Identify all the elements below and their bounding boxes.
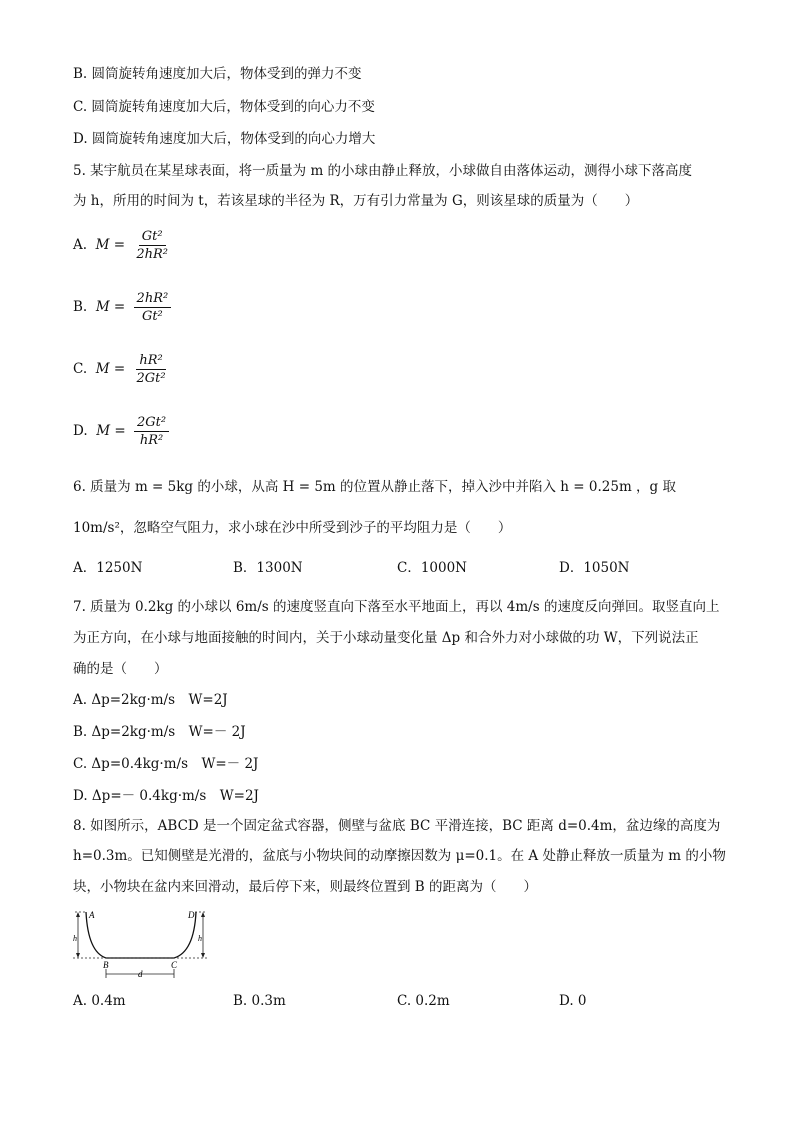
q7-option-d: D. Δp=－ 0.4kg·m/s W=2J <box>73 788 259 804</box>
q6-stem-line2: 10m/s²，忽略空气阻力，求小球在沙中所受到沙子的平均阻力是（ ） <box>73 520 512 536</box>
q4-option-d: D. 圆筒旋转角速度加大后，物体受到的向心力增大 <box>73 131 376 147</box>
q5-option-c: C. M = $\frac{\text{hR²}}{\text{2Gt²}}$ <box>73 353 166 386</box>
label-c: C <box>171 960 178 970</box>
label-d: D <box>188 910 195 920</box>
q8-option-d: D. 0 <box>559 993 587 1009</box>
q6-option-c: C．1000N <box>397 560 467 576</box>
q5-stem-line2: 为 h，所用的时间为 t，若该星球的半径为 R，万有引力常量为 G，则该星球的质量为（ ） <box>73 193 639 209</box>
q7-stem-line3: 确的是（ ） <box>73 661 168 677</box>
q8-option-c: C. 0.2m <box>397 993 450 1009</box>
q5-option-a: A. M = $\frac{\text{Gt²}}{\text{2hR²}}$ <box>73 229 169 262</box>
q6-option-a: A．1250N <box>73 560 143 576</box>
q5-option-b: B. M = $\frac{\text{2hR²}}{\text{Gt²}}$ <box>73 290 171 325</box>
basin-outline <box>86 912 196 958</box>
q7-option-b: B. Δp=2kg·m/s W=－ 2J <box>73 724 246 740</box>
q6-option-d: D．1050N <box>559 560 630 576</box>
label-b: B <box>103 960 109 970</box>
q7-option-c: C. Δp=0.4kg·m/s W=－ 2J <box>73 756 259 772</box>
label-h-right: h <box>198 934 202 943</box>
label-d-distance: d <box>138 969 143 979</box>
q5-stem-line1: 5. 某宇航员在某星球表面，将一质量为 m 的小球由静止释放，小球做自由落体运动，测得小球下落高度 <box>73 163 693 179</box>
q5-option-d: D. M = $\frac{\text{2Gt²}}{\text{hR²}}$ <box>73 414 169 449</box>
label-a: A <box>89 910 95 920</box>
q6-stem-line1: 6. 质量为 m = 5kg 的小球，从高 H = 5m 的位置从静止落下，掉入沙中并陷入 h = 0.25m ，g 取 <box>73 479 676 495</box>
q8-stem-line2: h=0.3m。已知侧壁是光滑的，盆底与小物块间的动摩擦因数为 μ=0.1。在 A 处静止释放一质量为 m 的小物 <box>73 848 726 864</box>
q8-stem-line1: 8. 如图所示，ABCD 是一个固定盆式容器，侧壁与盆底 BC 平滑连接，BC 距离 d=0.4m，盆边缘的高度为 <box>73 818 721 834</box>
q7-stem-line2: 为正方向，在小球与地面接触的时间内，关于小球动量变化量 Δp 和合外力对小球做的功 W，下列说法正 <box>73 630 699 646</box>
q4-option-b: B. 圆筒旋转角速度加大后，物体受到的弹力不变 <box>73 66 362 82</box>
label-h-left: h <box>73 934 77 943</box>
q4-option-c: C. 圆筒旋转角速度加大后，物体受到的向心力不变 <box>73 99 375 115</box>
q8-stem-line3: 块，小物块在盆内来回滑动，最后停下来，则最终位置到 B 的距离为（ ） <box>73 879 538 895</box>
basin-diagram <box>70 906 215 982</box>
q8-option-b: B. 0.3m <box>233 993 286 1009</box>
q8-option-a: A. 0.4m <box>73 993 126 1009</box>
q7-option-a: A. Δp=2kg·m/s W=2J <box>73 692 228 708</box>
q6-option-b: B．1300N <box>233 560 303 576</box>
q7-stem-line1: 7. 质量为 0.2kg 的小球以 6m/s 的速度竖直向下落至水平地面上，再以 4m/s 的速度反向弹回。取竖直向上 <box>73 599 720 615</box>
